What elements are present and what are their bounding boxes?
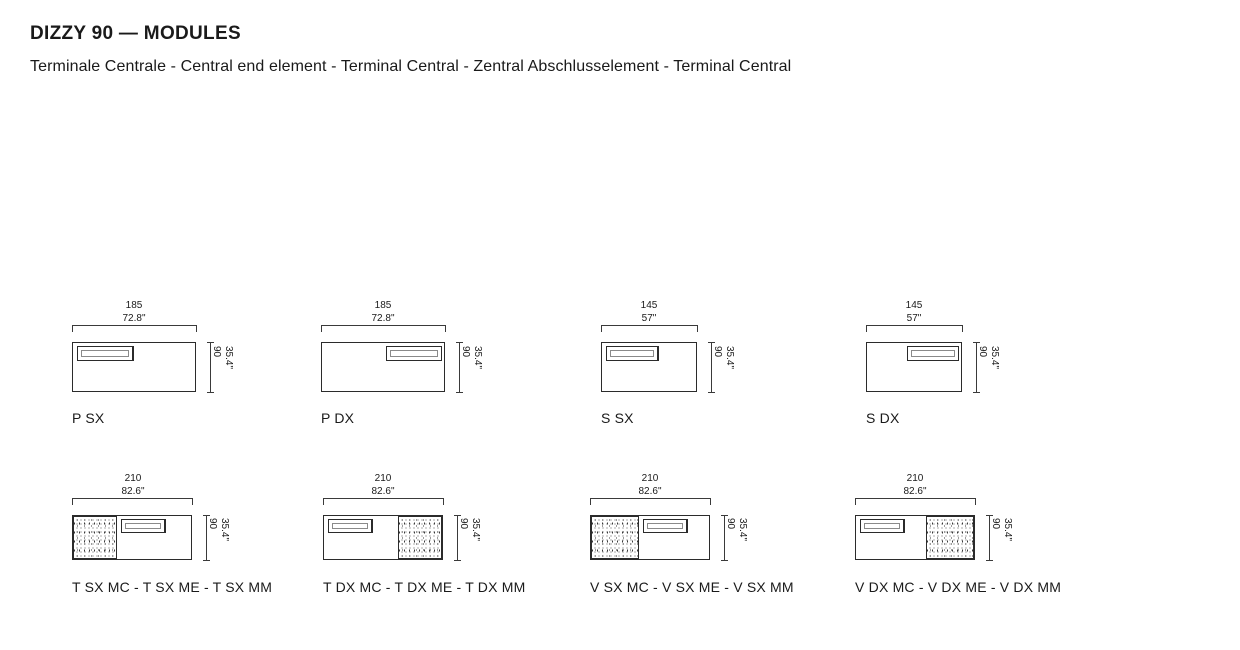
dimension-tick — [708, 392, 715, 393]
module-card[interactable] — [295, 460, 560, 635]
fabric-texture-area — [398, 516, 442, 559]
depth-dimension-label: 90 — [712, 346, 723, 358]
seam-line — [165, 519, 166, 533]
armrest-inner-line — [332, 523, 368, 529]
dimension-tick — [456, 392, 463, 393]
depth-dimension-label-inch: 35.4" — [1002, 518, 1013, 542]
depth-dimension-label-inch: 35.4" — [219, 518, 230, 542]
width-dimension-line — [590, 498, 710, 499]
fabric-texture-area — [926, 516, 974, 559]
width-dimension-label: 145 57" — [640, 300, 658, 324]
armrest-detail — [386, 346, 442, 361]
depth-dimension-label-inch: 35.4" — [223, 346, 234, 370]
dimension-tick — [321, 325, 322, 332]
width-dimension-label: 210 82.6" — [903, 473, 927, 497]
armrest-inner-line — [864, 523, 900, 529]
page-header — [30, 24, 1210, 76]
module-card[interactable] — [295, 280, 560, 455]
dimension-tick — [866, 325, 867, 332]
armrest-detail — [77, 346, 133, 361]
module-outline — [72, 515, 192, 560]
module-card[interactable] — [30, 460, 295, 635]
dimension-tick — [697, 325, 698, 332]
depth-dimension-label: 90 — [725, 518, 736, 530]
dimension-tick — [323, 498, 324, 505]
module-code: V SX MC - V SX ME - V SX MM — [590, 579, 794, 595]
dimension-tick — [445, 325, 446, 332]
width-dimension-label: 210 82.6" — [121, 473, 145, 497]
armrest-detail — [907, 346, 959, 361]
dimension-tick — [72, 325, 73, 332]
dimension-tick — [192, 498, 193, 505]
depth-dimension-label-inch: 35.4" — [989, 346, 1000, 370]
page-subtitle: Terminale Centrale - Central end element - Terminal Central - Zentral Abschlusselement - Terminal Central — [30, 57, 792, 75]
dimension-tick — [443, 498, 444, 505]
depth-dimension-label-inch: 35.4" — [470, 518, 481, 542]
dimension-tick — [454, 560, 461, 561]
module-code: P DX — [321, 410, 355, 426]
module-card[interactable] — [560, 280, 825, 455]
module-card[interactable] — [825, 460, 1090, 635]
depth-dimension-label: 90 — [977, 346, 988, 358]
seam-line — [907, 346, 908, 361]
dimension-tick — [72, 498, 73, 505]
armrest-detail — [643, 519, 687, 533]
dimension-tick — [962, 325, 963, 332]
module-card[interactable] — [30, 280, 295, 455]
modules-row-bottom — [30, 460, 1210, 635]
module-code: S DX — [866, 410, 900, 426]
width-dimension-line — [601, 325, 697, 326]
depth-dimension-label: 90 — [460, 346, 471, 358]
module-outline — [323, 515, 443, 560]
armrest-inner-line — [610, 350, 654, 357]
fabric-texture-area — [73, 516, 117, 559]
dimension-tick — [721, 515, 728, 516]
dimension-tick — [975, 498, 976, 505]
module-code: T SX MC - T SX ME - T SX MM — [72, 579, 273, 595]
width-dimension-line — [321, 325, 445, 326]
armrest-inner-line — [647, 523, 683, 529]
dimension-tick — [721, 560, 728, 561]
width-dimension-label: 185 72.8" — [371, 300, 395, 324]
width-dimension-line — [855, 498, 975, 499]
fabric-texture-area — [591, 516, 639, 559]
dimension-tick — [590, 498, 591, 505]
seam-line — [658, 346, 659, 361]
module-card[interactable] — [825, 280, 1090, 455]
modules-grid — [30, 280, 1210, 635]
dimension-tick — [708, 342, 715, 343]
depth-dimension-label-inch: 35.4" — [724, 346, 735, 370]
width-dimension-line — [866, 325, 962, 326]
seam-line — [904, 519, 905, 533]
depth-dimension-label: 90 — [207, 518, 218, 530]
dimension-tick — [203, 515, 210, 516]
depth-dimension-label: 90 — [458, 518, 469, 530]
armrest-detail — [328, 519, 372, 533]
dimension-tick — [710, 498, 711, 505]
armrest-inner-line — [125, 523, 161, 529]
dimension-tick — [196, 325, 197, 332]
dimension-tick — [973, 342, 980, 343]
module-outline — [601, 342, 697, 392]
depth-dimension-label-inch: 35.4" — [472, 346, 483, 370]
modules-row-top — [30, 280, 1210, 460]
seam-line — [687, 519, 688, 533]
module-outline — [855, 515, 975, 560]
dimension-tick — [855, 498, 856, 505]
module-outline — [72, 342, 196, 392]
module-outline — [321, 342, 445, 392]
armrest-inner-line — [390, 350, 438, 357]
module-code: P SX — [72, 410, 105, 426]
depth-dimension-label-inch: 35.4" — [737, 518, 748, 542]
dimension-tick — [456, 342, 463, 343]
dimension-tick — [973, 392, 980, 393]
module-outline — [866, 342, 962, 392]
seam-line — [372, 519, 373, 533]
depth-dimension-label: 90 — [211, 346, 222, 358]
module-code: S SX — [601, 410, 634, 426]
dimension-tick — [207, 392, 214, 393]
armrest-detail — [606, 346, 658, 361]
width-dimension-label: 210 82.6" — [371, 473, 395, 497]
armrest-detail — [860, 519, 904, 533]
armrest-inner-line — [911, 350, 955, 357]
width-dimension-line — [72, 325, 196, 326]
dimension-tick — [203, 560, 210, 561]
width-dimension-line — [323, 498, 443, 499]
width-dimension-label: 185 72.8" — [122, 300, 146, 324]
depth-dimension-label: 90 — [990, 518, 1001, 530]
module-code: V DX MC - V DX ME - V DX MM — [855, 579, 1062, 595]
dimension-tick — [454, 515, 461, 516]
armrest-detail — [121, 519, 165, 533]
seam-line — [386, 346, 387, 361]
dimension-tick — [986, 560, 993, 561]
armrest-inner-line — [81, 350, 129, 357]
dimension-tick — [986, 515, 993, 516]
module-outline — [590, 515, 710, 560]
dimension-tick — [601, 325, 602, 332]
width-dimension-label: 145 57" — [905, 300, 923, 324]
module-card[interactable] — [560, 460, 825, 635]
width-dimension-line — [72, 498, 192, 499]
module-code: T DX MC - T DX ME - T DX MM — [323, 579, 526, 595]
width-dimension-label: 210 82.6" — [638, 473, 662, 497]
seam-line — [133, 346, 134, 361]
dimension-tick — [207, 342, 214, 343]
page-title: DIZZY 90 — MODULES — [30, 23, 241, 44]
